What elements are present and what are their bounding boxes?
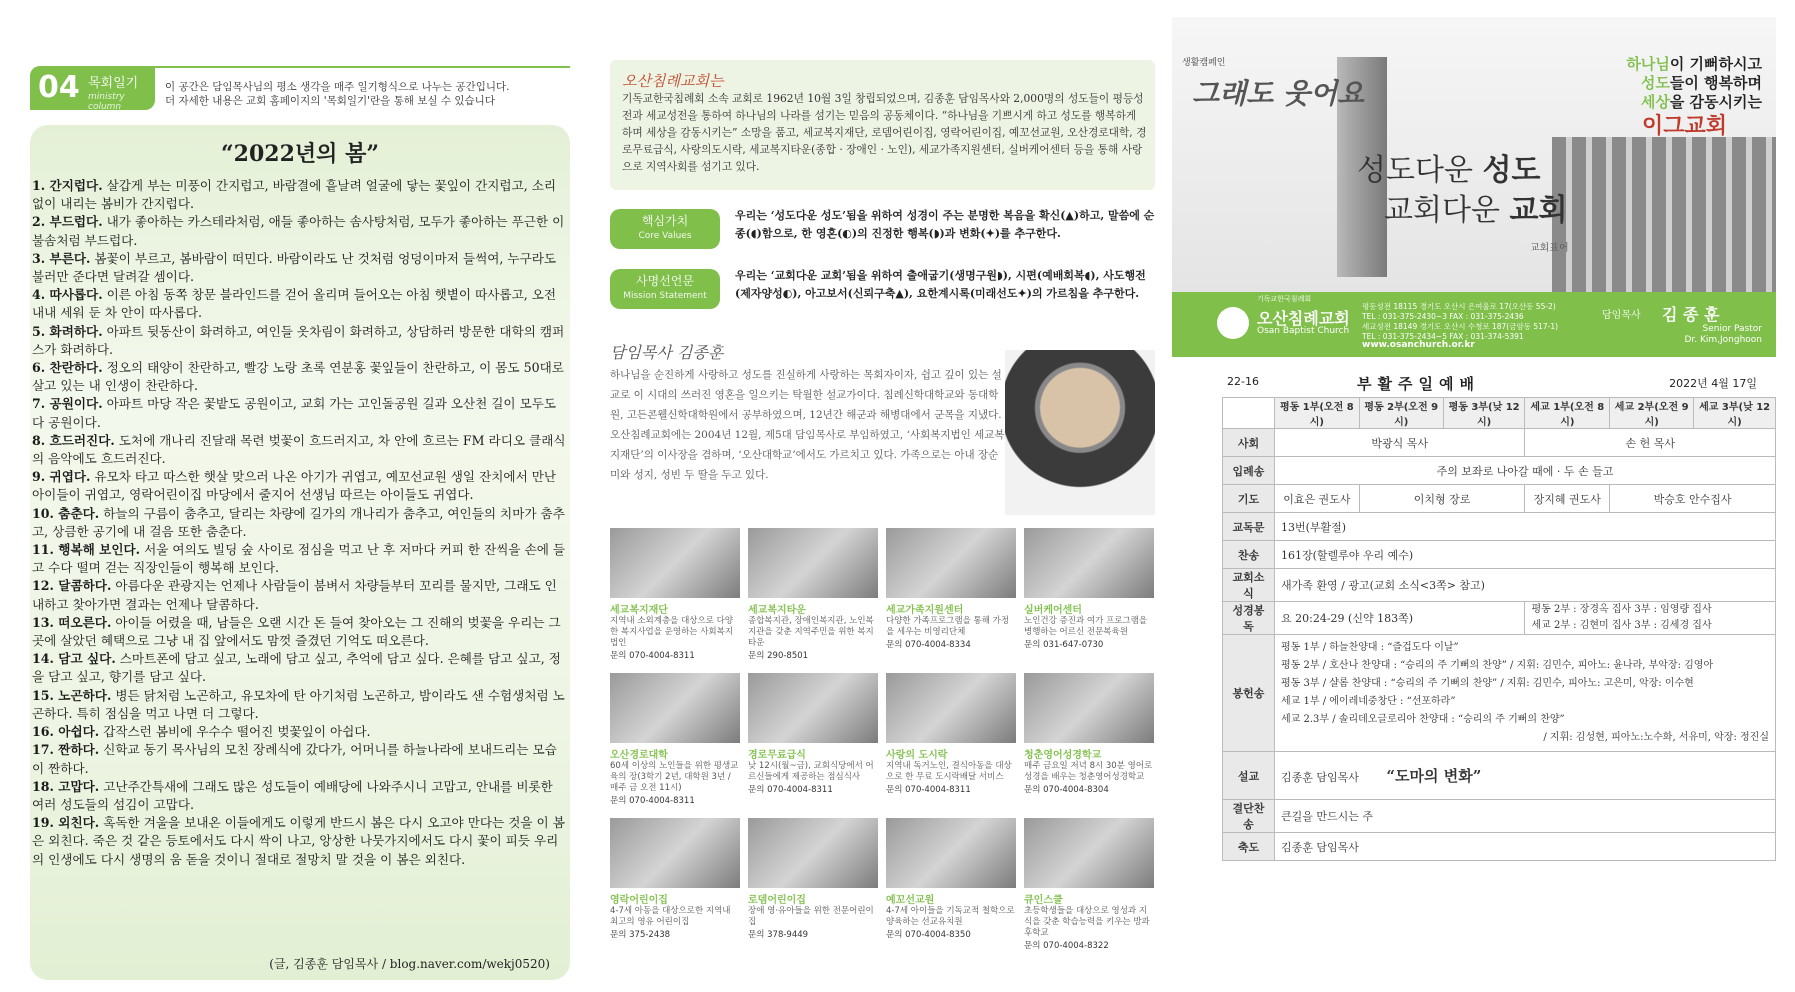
essay-item [32, 814, 568, 869]
ministry-card [748, 673, 878, 795]
ministry-name: 큐인스쿨 [1024, 895, 1063, 906]
essay-item [32, 505, 568, 541]
ministry-name: 세교가족지원센터 [886, 605, 964, 616]
ministry-photo [748, 673, 878, 743]
ministry-phone: 문의 070-4004-8311 [748, 785, 833, 795]
ministry-photo [748, 818, 878, 888]
row-label: 성경봉독 [1223, 602, 1275, 635]
essay-item [32, 614, 568, 650]
essay-item [32, 359, 568, 395]
pastor-photo [1005, 350, 1155, 515]
slogan-text: 을 감동시키는 [1669, 93, 1762, 111]
church-news: 새가족 환영 / 광고(교회 소식<3쪽> 참고) [1275, 569, 1776, 602]
essay-item-text: 봄꽃이 부르고, 봄바람이 떠민다. 바람이라도 난 것처럼 엉덩이마저 들썩여, 누구라도 불러만 준다면 달려갈 셈이다. [32, 250, 557, 285]
essay-item-head: 14. 담고 싶다. [32, 651, 116, 667]
sermon [1275, 752, 1776, 800]
ministry-card [1024, 673, 1154, 795]
motto-text: 성도다운 [1357, 153, 1483, 188]
essay-item-head: 7. 공원이다. [32, 396, 103, 412]
essay-item-text: 아이들 어렸을 때, 남들은 오랜 시간 돈 들여 찾아오는 그 진해의 벚꽃을 우리는 그곳에 살았던 혜택으로 그냥 내 집 앞에서도 맘껏 즐겼던 기억도 떠오른다. [32, 614, 561, 649]
ministry-card [610, 673, 740, 806]
ministry-desc: 노인건강 증진과 여가 프로그램을 병행하는 어르신 전문복육원 [1024, 616, 1148, 637]
slogan-keyword: 세상 [1640, 93, 1670, 111]
mission-badge [610, 269, 720, 309]
ministry-desc: 초등학생들을 대상으로 영성과 지식을 갖춘 학습능력을 키우는 방과후학교 [1024, 906, 1150, 938]
mission-text: 우리는 ‘교회다운 교회’됨을 위하여 출애굽기(생명구원◗), 시편(예배회복◖), 사도행전(제자양성◐), 아고보서(신뢰구축▲), 요한계시록(미래선도✦)의 가르침을 추구한다. [735, 269, 1146, 300]
row-label: 기도 [1223, 485, 1275, 513]
church-intro-box [610, 60, 1155, 190]
service-header: 평동 1부(오전 8시) [1275, 398, 1360, 429]
essay-item-text: 내가 좋아하는 카스테라처럼, 애들 좋아하는 솜사탕처럼, 모두가 좋아하는 푸근한 이불솜처럼 부드럽다. [32, 214, 565, 248]
essay-item-text: 살갑게 부는 미풍이 간지럽고, 바람결에 흩날려 얼굴에 닿는 꽃잎이 간지럽고, 소리 없이 내리는 봄비가 간지럽다. [32, 178, 557, 212]
church-slogan [1592, 55, 1762, 112]
service-row [1223, 398, 1776, 429]
essay-item-text: 갑작스런 봄비에 우수수 떨어진 벚꽃잎이 아쉽다. [99, 724, 371, 740]
table-row [1223, 752, 1776, 800]
ministry-card [886, 818, 1016, 940]
essay-item-text: 아파트 뒷동산이 화려하고, 여인들 옷차림이 화려하고, 상담하러 방문한 대학의 캠퍼스가 화려하다. [32, 323, 565, 357]
essay-item-head: 10. 춤춘다. [32, 505, 100, 521]
essay-item-head: 18. 고맙다. [32, 778, 100, 794]
ministry-photo [610, 818, 740, 888]
essay-items [32, 177, 568, 869]
essay-item-head: 4. 따사롭다. [32, 287, 103, 303]
ministry-phone: 문의 070-4004-8311 [886, 785, 971, 795]
row-label: 설교 [1223, 752, 1275, 800]
ministry-name: 세교복지재단 [610, 605, 668, 616]
mission-label-en: Mission Statement [623, 291, 707, 301]
ministry-photo [610, 528, 740, 598]
intro-text: 기독교한국침례회 소속 교회로 1962년 10월 3일 창립되었으며, 김종훈 담임목사와 2,000명의 성도들이 평등성전과 세교성전을 통하여 하나님의 나라를 섬기는 믿음의 공동체이다. “하나님을 기쁘시게 하고 성도를 행복하게 하며 세상을 감동시키는” 소망을 품고, 세교복지재단, 로뎀어린이집, 영락어린이집, 예꼬선교원, 오산경로대학, 경로무료급식, 사랑의도시락, 세교복지타운(종합 · 장애인 · 노인), 세교가족지원센터, 실버케어센터 등을 통해 사랑으로 지역사회를 섬기고 있다. [622, 92, 1147, 173]
header-note-line-1: 이 공간은 담임목사님의 평소 생각을 매주 일기형식으로 나누는 공간입니다. [165, 81, 510, 93]
essay-item-head: 16. 아쉽다. [32, 724, 100, 740]
table-row [1223, 541, 1776, 569]
motto-keyword: 교회 [1509, 193, 1568, 228]
ministry-photo [1024, 673, 1154, 743]
row-label: 축도 [1223, 833, 1275, 861]
address-line: 평등성전 18115 경기도 오산시 은여울로 17(오산동 55-2) [1362, 302, 1556, 311]
essay-item [32, 778, 568, 814]
essay-item [32, 723, 568, 741]
ministry-phone: 문의 070-4004-8334 [886, 640, 971, 650]
service-header: 평동 2부(오전 9시) [1359, 398, 1443, 429]
table-row [1223, 485, 1776, 513]
section-subtitle: ministry column [88, 92, 125, 112]
slogan-keyword: 하나님 [1626, 55, 1670, 73]
essay-item-text: 이른 아침 동쪽 창문 블라인드를 걷어 올리며 들어오는 아침 햇볕이 따사롭고, 오전 내내 세워 둔 차 안이 따사롭다. [32, 287, 557, 321]
essay-item [32, 286, 568, 322]
campaign-logo: 그래도 웃어요 [1192, 77, 1365, 110]
ministry-photo [886, 528, 1016, 598]
slogan-keyword: 성도 [1640, 74, 1670, 92]
reader-line: 평동 2부 : 장경옥 집사 3부 : 임영량 집사 [1531, 604, 1712, 615]
section-title: 목회일기 [88, 76, 139, 91]
essay-item [32, 395, 568, 431]
ministry-phone: 문의 070-4004-8322 [1024, 941, 1109, 951]
essay-item-text: 아름다운 관광지는 언제나 사람들이 붐벼서 차량들부터 꼬리를 물지만, 그래도 인내하고 찾아가면 결과는 언제나 달콤하다. [32, 578, 557, 612]
row-label: 입례송 [1223, 457, 1275, 485]
motto-line-1 [1357, 145, 1540, 189]
essay-item [32, 541, 568, 577]
table-row [1223, 429, 1776, 457]
church-name-en: Osan Baptist Church [1257, 326, 1350, 336]
worship-date: 2022년 4월 17일 [1669, 377, 1757, 390]
table-row [1223, 457, 1776, 485]
essay-box [30, 125, 570, 980]
benediction: 김종훈 담임목사 [1275, 833, 1776, 861]
ministry-desc: 장애 영·유아들을 위한 전문어린이집 [748, 906, 874, 927]
worship-header [1227, 373, 1757, 393]
church-logo-text: 이그교회 [1642, 114, 1728, 139]
table-row [1223, 635, 1776, 752]
essay-signature: (글, 김종훈 담임목사 / blog.naver.com/wekj0520) [269, 957, 550, 971]
table-row [1223, 602, 1776, 635]
prayer-leader: 장지혜 권도사 [1525, 485, 1610, 513]
table-row [1223, 569, 1776, 602]
ministry-phone: 문의 290-8501 [748, 651, 809, 661]
essay-item [32, 323, 568, 359]
ministry-card [610, 528, 740, 661]
choir-line: 평동 3부 / 샬롬 찬양대 : “승리의 주 기뻐의 찬양” / 지휘: 김민수, 피아노: 고은미, 악장: 이수현 [1281, 678, 1694, 689]
slogan-text: 들이 행복하며 [1669, 74, 1762, 92]
sermon-title: “도마의 변화” [1386, 767, 1482, 785]
core-values-label-en: Core Values [638, 231, 692, 241]
ministry-name: 오산경로대학 [610, 750, 668, 761]
choir-line: / 지휘: 김성현, 피아노:노수화, 서유미, 악장: 정진실 [1543, 732, 1769, 743]
host-pyeongdong: 박광식 목사 [1275, 429, 1525, 457]
core-values-label: 핵심가치 [641, 214, 689, 228]
choir-line: 세교 2.3부 / 솔리데오글로리아 찬양대 : “승리의 주 기뻐의 찬양” [1281, 714, 1565, 725]
essay-item [32, 250, 568, 286]
essay-item-head: 15. 노곤하다. [32, 687, 112, 703]
ministry-phone: 문의 070-4004-8304 [1024, 785, 1109, 795]
ministry-card [886, 528, 1016, 650]
choir-line: 평동 2부 / 호산나 찬양대 : “승리의 주 기뻐의 찬양” / 지휘: 김민수, 피아노: 윤나라, 부악장: 김영아 [1281, 660, 1714, 671]
scripture-readers [1525, 602, 1776, 635]
service-header: 세교 2부(오전 9시) [1610, 398, 1694, 429]
header-note [165, 80, 509, 108]
ministry-photo [1024, 528, 1154, 598]
essay-item-head: 1. 간지럽다. [32, 178, 103, 193]
row-label: 봉헌송 [1223, 635, 1275, 752]
row-label: 교회소식 [1223, 569, 1275, 602]
essay-title: “2022년의 봄” [221, 141, 379, 167]
denomination: 기독교한국침례회 [1257, 295, 1312, 303]
motto-tag: 교회표어 [1530, 243, 1569, 254]
intro-title: 오산침례교회는 [622, 72, 724, 90]
reader-line: 세교 2부 : 김현미 집사 3부 : 김세경 집사 [1531, 620, 1712, 631]
address-line: 세교성전 18149 경기도 오산시 수청로 187(금암동 517-1) [1362, 322, 1559, 331]
essay-item [32, 432, 568, 468]
essay-item-text: 유모차 타고 따스한 햇살 맞으러 나온 아기가 귀엽고, 예꼬선교원 생일 잔치에서 만난 아이들이 귀엽고, 영락어린이집 마당에서 줄지어 선생님 따르는 아이들도 귀엽다. [32, 469, 557, 503]
core-values-row [610, 205, 1155, 253]
header-rule [155, 66, 570, 68]
ministry-card [748, 818, 878, 940]
essay-item-head: 8. 흐드러진다. [32, 432, 115, 448]
essay-item-head: 6. 찬란하다. [32, 360, 103, 376]
church-banner [1172, 17, 1776, 357]
ministry-phone: 문의 070-4004-8350 [886, 930, 971, 940]
ministry-desc: 낮 12시(월~금), 교회식당에서 어르신들에게 제공하는 점심식사 [748, 761, 874, 782]
ministry-phone: 문의 031-647-0730 [1024, 640, 1104, 650]
row-label: 찬송 [1223, 541, 1275, 569]
ministry-phone: 문의 070-4004-8311 [610, 651, 695, 661]
ministry-name: 영락어린이집 [610, 895, 668, 906]
entry-song: 주의 보좌로 나아갈 때에 · 두 손 들고 [1275, 457, 1776, 485]
pastor-name: 김 종 훈 [1662, 305, 1720, 324]
motto-keyword: 성도 [1482, 153, 1541, 188]
responsive-reading: 13번(부활절) [1275, 513, 1776, 541]
essay-item-text: 정오의 태양이 찬란하고, 빨강 노랑 초록 연분홍 꽃잎들이 찬란하고, 이 몸도 50대로 살고 있는 내 인생이 찬란하다. [32, 360, 564, 394]
ministry-desc: 4-7세 아동을 대상으로한 지역내 최고의 영유 어린이집 [610, 906, 731, 927]
essay-item-head: 17. 짠하다. [32, 742, 100, 758]
mission-label: 사명선언문 [636, 274, 694, 288]
ministry-phone: 문의 375-2438 [610, 930, 671, 940]
ministry-desc: 종합복지관, 장애인복지관, 노인복지관을 갖춘 지역주민을 위한 복지타운 [748, 616, 874, 648]
prayer-leader: 박승호 안수집사 [1610, 485, 1776, 513]
ministry-card [748, 528, 878, 661]
essay-item-text: 병든 닭처럼 노곤하고, 유모차에 탄 아기처럼 노곤하고, 밤이라도 샌 수험생처럼 노곤하다. 특히 점심을 먹고 나면 더 그렇다. [32, 687, 565, 721]
pastor-bio: 하나님을 순진하게 사랑하고 성도를 진실하게 사랑하는 목회자이자, 쉽고 깊이 있는 설교로 이 시대의 쓰러진 영혼을 일으키는 탁월한 설교가이다. 침례신학대학교와 동대학원, 고든콘웰신학대학원에서 공부하였으며, 12년간 해군과 해병대에서 군목을 지냈다. 오산침례교회에는 2004년 12월, 제5대 담임목사로 부임하였고, ‘사회복지법인 세교복지재단’의 이사장을 겸하며, ‘오산대학교’에서도 가르치고 있다. 가족으로는 아내 장순미와 성지, 성빈 두 딸을 두고 있다. [610, 369, 1005, 481]
essay-item-head: 2. 부드럽다. [32, 214, 103, 230]
church-website: www.osanchurch.or.kr [1362, 340, 1475, 350]
bulletin-number: 22-16 [1227, 375, 1259, 388]
slogan-text: 이 기뻐하시고 [1669, 55, 1762, 73]
pastor-name-en [1672, 324, 1762, 346]
essay-item-text: 스마트폰에 담고 싶고, 노래에 담고 싶고, 추억에 담고 싶다. 은혜를 담고 싶고, 정을 담고 싶고, 향기를 담고 싶다. [32, 651, 561, 685]
hymn: 161장(할렐루야 우리 예수) [1275, 541, 1776, 569]
church-info-bar [1172, 292, 1776, 357]
essay-item [32, 577, 568, 613]
essay-item-head: 19. 외친다. [32, 815, 100, 831]
mission-row [610, 265, 1155, 313]
essay-item-text: 도처에 개나리 진달래 목련 벚꽃이 흐드러지고, 차 안에 흐르는 FM 라디오 클래식의 음악에도 흐드러진다. [32, 432, 566, 467]
service-header: 세교 3부(낮 12시) [1694, 398, 1776, 429]
table-row [1223, 513, 1776, 541]
core-values-badge [610, 209, 720, 249]
ministry-desc: 4-7세 아이들을 기독교적 철학으로 양육하는 선교유치원 [886, 906, 1015, 927]
header-note-line-2: 더 자세한 내용은 교회 홈페이지의 '목회일기'란을 통해 보실 수 있습니다 [165, 95, 495, 107]
row-label: 사회 [1223, 429, 1275, 457]
essay-item [32, 468, 568, 504]
ministry-phone: 문의 378-9449 [748, 930, 809, 940]
essay-item-head: 11. 행복해 보인다. [32, 542, 141, 558]
ministry-card [1024, 528, 1154, 650]
ministry-phone: 문의 070-4004-8311 [610, 796, 695, 806]
row-label: 결단찬송 [1223, 800, 1275, 833]
table-row [1223, 833, 1776, 861]
essay-item [32, 687, 568, 723]
ministry-desc: 60세 이상의 노인들을 위한 평생교육의 장(3학기 2년, 대학원 3년 / 매주 금 오전 11시) [610, 761, 739, 793]
ministry-name: 청춘영어성경학교 [1024, 750, 1102, 761]
essay-item-text: 신학교 동기 목사님의 모친 장례식에 갔다가, 어머니를 하늘나라에 보내드리는 모습이 짠하다. [32, 742, 557, 776]
ministry-name: 사랑의 도시락 [886, 750, 948, 761]
empty-cell [1223, 398, 1275, 429]
offertory-songs [1275, 635, 1776, 752]
address-line: TEL : 031-375-2434~5 FAX : 031-374-5391 [1362, 332, 1524, 341]
page-header [30, 62, 570, 114]
campaign-label: 생활캠페인 [1182, 58, 1226, 68]
ministry-photo [886, 673, 1016, 743]
ministry-photo [748, 528, 878, 598]
choir-line: 세교 1부 / 에이레네중창단 : “선포하라” [1281, 696, 1456, 707]
church-intro-panel [610, 60, 1155, 970]
ministry-name: 경로무료급식 [748, 750, 806, 761]
pastor-label: 담임목사 [1602, 310, 1641, 321]
prayer-leader: 이치형 장로 [1359, 485, 1525, 513]
row-label: 교독문 [1223, 513, 1275, 541]
service-header: 세교 1부(오전 8시) [1525, 398, 1610, 429]
pastor-title: 담임목사 김종훈 [610, 343, 724, 362]
ministry-photo [1024, 818, 1154, 888]
pastor-fullname-en: Dr. Kim,Jonghoon [1684, 335, 1762, 345]
prayer-leader: 이효은 권도사 [1275, 485, 1360, 513]
ministry-photo [610, 673, 740, 743]
ministry-photo [886, 818, 1016, 888]
church-logo-icon [1217, 307, 1249, 339]
host-segyo: 손 헌 목사 [1525, 429, 1776, 457]
address-line: TEL : 031-375-2430~3 FAX : 031-375-2436 [1362, 312, 1524, 321]
service-header: 평동 3부(낮 12시) [1443, 398, 1525, 429]
closing-hymn: 큰길을 만드시는 주 [1275, 800, 1776, 833]
ministry-name: 실버케어센터 [1024, 605, 1082, 616]
motto-text: 교회다운 [1384, 193, 1510, 228]
ministry-name: 로뎀어린이집 [748, 895, 806, 906]
worship-title: 부활주일예배 [1357, 375, 1480, 393]
ministry-desc: 매주 금요일 저녁 8시 30분 영어로 성경을 배우는 청춘영어성경학교 [1024, 761, 1153, 782]
church-building-image [1552, 137, 1776, 307]
section-badge [30, 66, 155, 110]
ministry-card [886, 673, 1016, 795]
core-values-text: 우리는 ‘성도다운 성도’됨을 위하여 성경이 주는 분명한 복음을 확신(▲)하고, 말씀에 순종(◖)함으로, 한 영혼(◐)의 진정한 행복(◗)과 변화(✦)를 추구한다. [735, 209, 1155, 240]
church-name: 오산침례교회 [1257, 309, 1350, 328]
ministry-desc: 지역내 독거노인, 결식아동을 대상으로 한 무료 도시락배달 서비스 [886, 761, 1012, 782]
ministry-card [610, 818, 740, 940]
essay-item-head: 12. 달콤하다. [32, 578, 112, 594]
essay-item [32, 213, 568, 249]
pastor-role-en: Senior Pastor [1702, 324, 1762, 334]
essay-item [32, 650, 568, 686]
ministry-desc: 다양한 가족프로그램을 통해 가정을 세우는 비영리단체 [886, 616, 1010, 637]
essay-item-head: 3. 부른다. [32, 250, 91, 266]
motto-line-2 [1384, 185, 1567, 229]
essay-item-text: 아파트 마당 작은 꽃밭도 공원이고, 교회 가는 고인돌공원 길과 오산천 길이 모두도 다 공원이다. [32, 396, 557, 430]
table-row [1223, 800, 1776, 833]
essay-item [32, 741, 568, 777]
essay-item-head: 9. 귀엽다. [32, 469, 91, 485]
church-address [1362, 302, 1558, 342]
ministry-name: 예꼬선교원 [886, 895, 935, 906]
essay-item-text: 서울 여의도 빌딩 숲 사이로 점심을 먹고 난 후 저마다 커피 한 잔씩을 손에 들고 수다 떨며 걷는 직장인들이 행복해 보인다. [32, 542, 566, 576]
essay-item-text: 하늘의 구름이 춤추고, 달리는 차량에 길가의 개나리가 춤추고, 여인들의 치마가 춤추고, 상큼한 공기에 내 걸음 또한 춤춘다. [32, 505, 565, 539]
essay-item-text: 고난주간특새에 그래도 많은 성도들이 예배당에 나와주시니 고맙고, 안내를 비롯한 여러 성도들의 섬김이 고맙다. [32, 778, 553, 812]
essay-item-head: 13. 떠오른다. [32, 614, 112, 630]
sermon-preacher: 김종훈 담임목사 [1281, 771, 1359, 784]
ministry-desc: 지역내 소외계층을 대상으로 다양한 복지사업을 운영하는 사회복지법인 [610, 616, 734, 648]
essay-item-head: 5. 화려하다. [32, 323, 103, 339]
choir-line: 평동 1부 / 하늘찬양대 : “즐겁도다 이날” [1281, 642, 1459, 653]
ministry-card [1024, 818, 1154, 951]
scripture-reading: 요 20:24-29 (신약 183쪽) [1275, 602, 1525, 635]
page-number: 04 [38, 70, 80, 105]
essay-item-text: 혹독한 겨울을 보내온 이들에게도 이렇게 반드시 봄은 다시 오고야 만다는 것을 이 봄은 외친다. 죽은 것 같은 등토에서도 다시 싹이 나고, 앙상한 나뭇가지에서도 다시 꽃이 피듯 우리의 인생에도 다시 생명의 움 돋을 것이니 절대로 절망치 말 것을 이 봄은 외친다. [32, 815, 565, 867]
essay-item [32, 177, 568, 213]
worship-order-table [1222, 397, 1776, 861]
ministry-name: 세교복지타운 [748, 605, 806, 616]
ministry-column-panel [30, 60, 570, 980]
